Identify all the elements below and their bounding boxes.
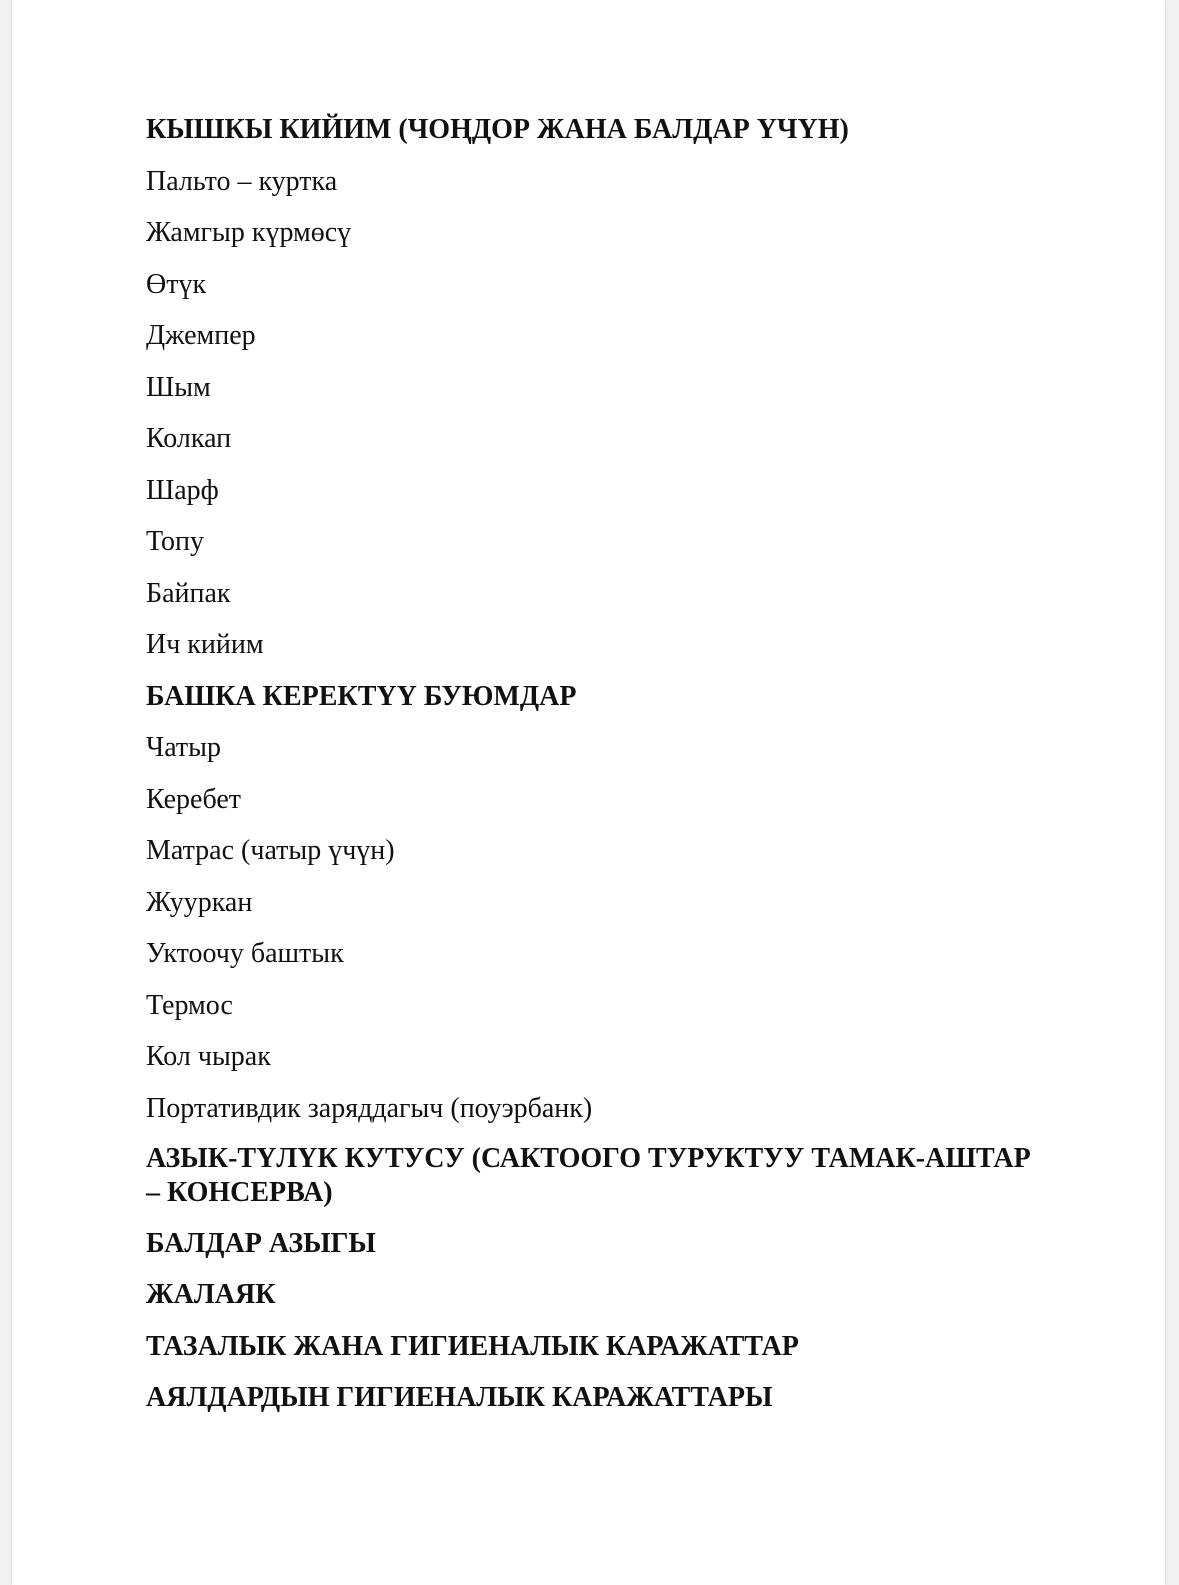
list-item: Чатыр — [146, 732, 221, 763]
list-item: Топу — [146, 526, 204, 557]
list-item: Портативдик заряддагыч (поуэрбанк) — [146, 1092, 593, 1124]
section-heading-hygiene: ТАЗАЛЫК ЖАНА ГИГИЕНАЛЫК КАРАЖАТТАР — [146, 1330, 799, 1362]
section-heading-winter-clothing: КЫШКЫ КИЙИМ (ЧОҢДОР ЖАНА БАЛДАР ҮЧҮН) — [146, 114, 849, 145]
document-page — [12, 0, 1165, 1585]
list-item: Жууркан — [146, 886, 253, 918]
list-item: Байпак — [146, 577, 231, 609]
section-heading-diapers: ЖАЛАЯК — [146, 1279, 276, 1310]
list-item: Жамгыр күрмөсү — [146, 217, 352, 248]
section-heading-other-items: БАШКА КЕРЕКТҮҮ БУЮМДАР — [146, 680, 577, 712]
list-item: Шарф — [146, 474, 219, 506]
list-item: Термос — [146, 989, 233, 1021]
list-item: Уктоочу баштык — [146, 938, 344, 969]
list-item: Пальто – куртка — [146, 165, 338, 197]
list-item: Кол чырак — [146, 1041, 271, 1072]
list-item: Керебет — [146, 783, 242, 815]
section-heading-food-box: АЗЫК-ТҮЛҮК КУТУСУ (САКТООГО ТУРУКТУУ ТАМАК-АШТАР – КОНСЕРВА) — [146, 1143, 1031, 1208]
list-item: Өтүк — [146, 268, 207, 300]
document-content — [146, 112, 1046, 1432]
list-item: Колкап — [146, 423, 232, 454]
list-item: Шым — [146, 371, 211, 403]
list-item: Джемпер — [146, 320, 256, 351]
list-item: Ич кийим — [146, 629, 264, 660]
list-item: Матрас (чатыр үчүн) — [146, 835, 395, 866]
section-heading-feminine-hygiene: АЯЛДАРДЫН ГИГИЕНАЛЫК КАРАЖАТТАРЫ — [146, 1382, 773, 1413]
section-heading-baby-food: БАЛДАР АЗЫГЫ — [146, 1227, 376, 1259]
